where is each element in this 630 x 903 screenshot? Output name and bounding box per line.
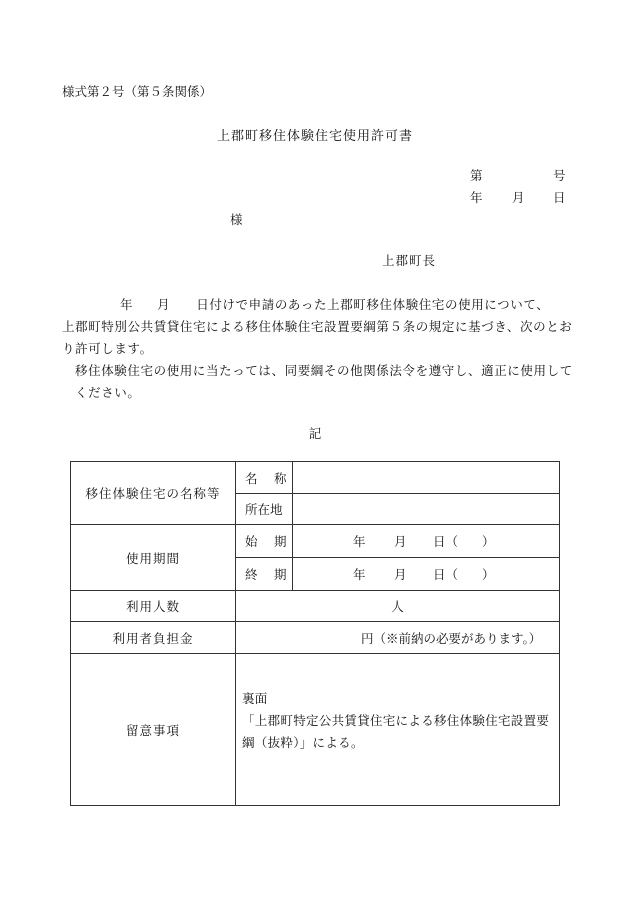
start-month: 月	[394, 534, 407, 549]
name-label: 名 称	[236, 462, 293, 494]
name-value[interactable]	[293, 462, 560, 494]
start-year: 年	[353, 534, 366, 549]
issuer: 上郡町長	[382, 253, 437, 268]
issue-date-day: 日	[553, 190, 566, 205]
start-date[interactable]	[293, 525, 560, 558]
doc-number-suffix: 号	[553, 168, 566, 183]
issue-date-year: 年	[470, 190, 483, 205]
body-line-2: 上郡町特別公共賃貸住宅による移住体験住宅設置要綱第５条の規定に基づき、次のとおり許可します。	[62, 319, 573, 356]
end-date[interactable]	[293, 558, 560, 591]
notes-line-2: 「上郡町特定公共賃貸住宅による移住体験住宅設置要綱（抜粋）」による。	[242, 713, 550, 750]
body-line-1	[62, 294, 582, 316]
table-row	[71, 462, 560, 494]
body-text	[62, 294, 582, 404]
location-label: 所在地	[236, 494, 293, 525]
table-row	[71, 622, 560, 654]
start-label: 始 期	[236, 525, 293, 558]
notes-line-1: 裏面	[242, 691, 268, 706]
body-line-3: 移住体験住宅の使用に当たっては、同要綱その他関係法令を遵守し、適正に使用してください。	[75, 363, 573, 400]
users-header: 利用人数	[71, 591, 236, 622]
table-row	[71, 525, 560, 558]
body-year: 年	[120, 297, 134, 312]
body-line1-rest: 日付けで申請のあった上郡町移住体験住宅の使用について、	[196, 297, 550, 312]
users-value[interactable]: 人	[236, 591, 560, 622]
start-close: ）	[482, 534, 495, 549]
end-close: ）	[482, 567, 495, 582]
fee-text: 円（※前納の必要があります。）	[361, 630, 542, 646]
end-year: 年	[353, 567, 366, 582]
issue-date-month: 月	[512, 190, 525, 205]
notes-value	[236, 654, 560, 806]
table-row	[71, 591, 560, 622]
fee-value[interactable]	[236, 622, 560, 654]
ki-heading: 記	[308, 426, 322, 441]
period-header: 使用期間	[71, 525, 236, 591]
end-label: 終 期	[236, 558, 293, 591]
doc-number-prefix: 第	[470, 168, 483, 183]
house-header: 移住体験住宅の名称等	[71, 462, 236, 525]
start-day: 日（	[433, 534, 459, 549]
table-row	[71, 654, 560, 806]
location-value[interactable]	[293, 494, 560, 525]
end-month: 月	[394, 567, 407, 582]
notes-header: 留意事項	[71, 654, 236, 806]
end-day: 日（	[433, 567, 459, 582]
form-number: 様式第２号（第５条関係）	[62, 84, 213, 99]
document-title: 上郡町移住体験住宅使用許可書	[216, 129, 413, 144]
recipient-suffix: 様	[230, 212, 243, 227]
fee-header: 利用者負担金	[71, 622, 236, 654]
permit-table	[70, 461, 560, 806]
body-month: 月	[157, 297, 171, 312]
